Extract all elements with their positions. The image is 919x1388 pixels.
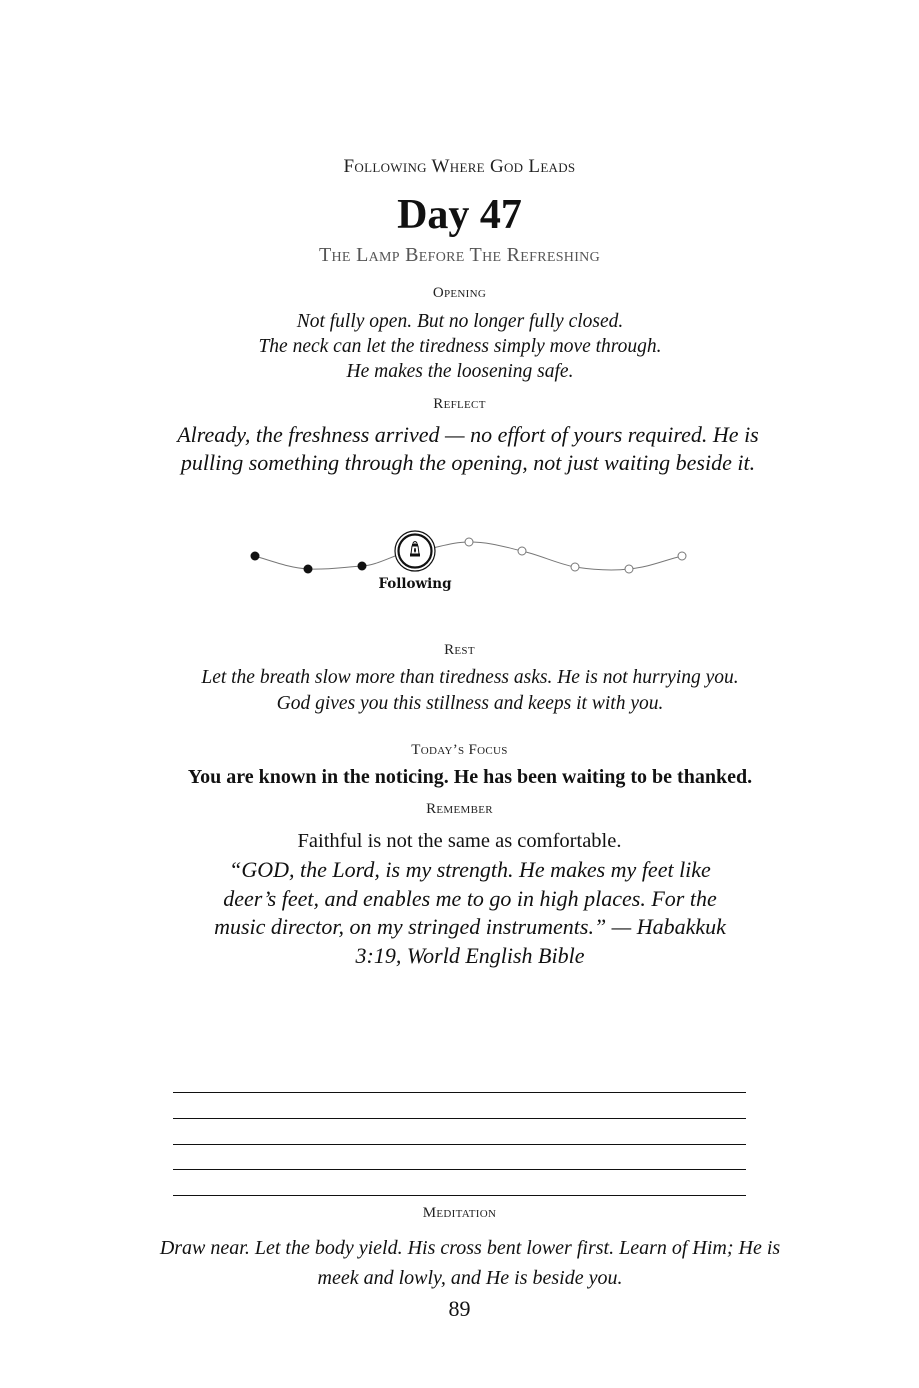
series-title: Following Where God Leads — [343, 156, 576, 177]
meditation-label: Meditation — [422, 1205, 497, 1221]
current-point-marker — [395, 531, 435, 571]
journal-line[interactable] — [173, 1092, 746, 1118]
journal-line[interactable] — [173, 1118, 746, 1144]
opening-text — [160, 309, 760, 384]
upcoming-point — [518, 547, 526, 555]
opening-line: He makes the loosening safe. — [346, 361, 574, 382]
upcoming-point — [571, 563, 579, 571]
focus-text: You are known in the noticing. He has been waiting to be thanked. — [187, 766, 753, 788]
opening-label: Opening — [432, 285, 487, 301]
remember-line: Faithful is not the same as comfortable. — [297, 830, 622, 852]
rest-text — [150, 665, 790, 716]
rest-label: Rest — [444, 642, 475, 658]
upcoming-point — [625, 565, 633, 573]
scripture-verse: “GOD, the Lord, is my strength. He makes my feet like deer’s feet, and enables me to go in high places. For the music director, on my stringed instruments.” — Habakkuk 3:19, World English Bible — [214, 857, 726, 968]
completed-point — [358, 562, 367, 571]
journal-line[interactable] — [173, 1144, 746, 1170]
upcoming-point — [465, 538, 473, 546]
opening-line: The neck can let the tiredness simply move through. — [258, 336, 662, 357]
focus-label: Today’s Focus — [411, 742, 508, 758]
reflect-text: Already, the freshness arrived — no effort of yours required. He is pulling something through the opening, not just waiting beside it. — [177, 422, 759, 475]
page-number: 89 — [448, 1296, 471, 1321]
completed-point — [304, 565, 313, 574]
meditation-text: Draw near. Let the body yield. His cross bent lower first. Learn of Him; He is meek and lowly, and He is beside you. — [159, 1237, 781, 1289]
journey-timeline — [0, 520, 919, 600]
upcoming-point — [678, 552, 686, 560]
reflect-label: Reflect — [433, 396, 486, 412]
day-subtitle: The Lamp Before The Refreshing — [319, 244, 600, 266]
day-title: Day 47 — [397, 192, 522, 238]
remember-label: Remember — [426, 801, 493, 817]
journal-lines[interactable] — [173, 1092, 746, 1221]
journal-line[interactable] — [173, 1169, 746, 1195]
completed-point — [251, 552, 260, 561]
current-point-label: Following — [378, 576, 452, 592]
rest-line: God gives you this stillness and keeps it with you. — [276, 692, 664, 714]
rest-line: Let the breath slow more than tiredness asks. He is not hurrying you. — [201, 667, 739, 688]
opening-line: Not fully open. But no longer fully closed. — [296, 311, 624, 332]
